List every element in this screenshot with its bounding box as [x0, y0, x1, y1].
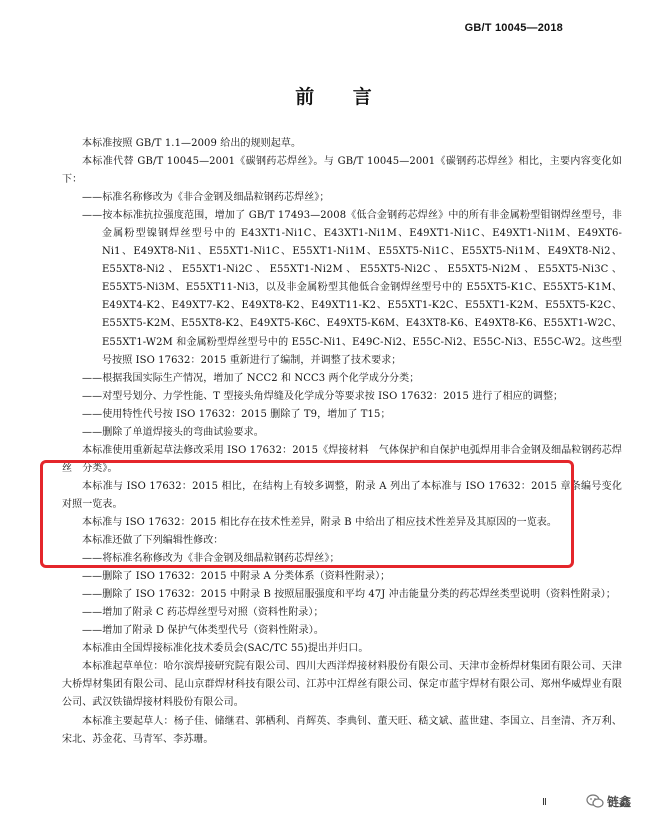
page-title: 前 言	[295, 86, 388, 108]
editorial-item: ——删除了 ISO 17632：2015 中附录 A 分类体系（资料性附录）；	[82, 571, 391, 583]
change-item: ——使用特性代号按 ISO 17632：2015 删除了 T9，增加了 T15；	[82, 408, 391, 420]
wechat-watermark	[586, 793, 631, 810]
wechat-account-name: 链鑫	[607, 795, 632, 809]
highlight-box	[40, 460, 574, 568]
change-item: ——删除了单道焊接头的弯曲试验要求。	[82, 426, 264, 438]
paragraph-replaces: 本标准代替 GB/T 10045—2001《碳钢药芯焊丝》。与 GB/T 10045—2001《碳钢药芯焊丝》相比，主要内容变化如下：	[62, 156, 622, 186]
paragraph-adoption: 本标准使用重新起草法修改采用 ISO 17632：2015《焊接材料 气体保护和自保护电弧焊用非合金钢及细晶粒钢药芯焊丝 分类》。	[62, 444, 622, 474]
change-item: ——对型号划分、力学性能、T 型接头角焊缝及化学成分等要求按 ISO 17632：2015 进行了相应的调整；	[82, 390, 564, 402]
paragraph-structure-diff: 本标准与 ISO 17632：2015 相比，在结构上有较多调整，附录 A 列出了本标准与 ISO 17632：2015 章条编号变化对照一览表。	[62, 480, 622, 510]
document-body	[62, 135, 622, 749]
page-number: Ⅱ	[542, 797, 547, 808]
paragraph-technical-diff: 本标准与 ISO 17632：2015 相比存在技术性差异，附录 B 中给出了相应技术性差异及其原因的一览表。	[82, 516, 558, 528]
change-item: ——根据我国实际生产情况，增加了 NCC2 和 NCC3 两个化学成分分类；	[82, 372, 420, 384]
editorial-item: ——增加了附录 D 保护气体类型代号（资料性附录）。	[82, 625, 324, 637]
editorial-item: ——将标准名称修改为《非合金钢及细晶粒钢药芯焊丝》；	[82, 553, 340, 565]
change-item: ——标准名称修改为《非合金钢及细晶粒钢药芯焊丝》；	[82, 192, 330, 204]
standard-code: GB/T 10045—2018	[464, 22, 563, 34]
paragraph-drafting-rule: 本标准按照 GB/T 1.1—2009 给出的规则起草。	[82, 138, 302, 149]
paragraph-drafters: 本标准主要起草人：杨子佳、储继君、郭栖利、肖辉英、李典钊、董天旺、嵇文斌、蓝世建、李国立、吕奎清、齐万利、宋北、苏金花、马青军、李苏珊。	[62, 715, 622, 745]
editorial-item: ——增加了附录 C 药芯焊丝型号对照（资料性附录）；	[82, 607, 324, 619]
paragraph-drafting-units: 本标准起草单位：哈尔滨焊接研究院有限公司、四川大西洋焊接材料股份有限公司、天津市金桥焊材集团有限公司、天津大桥焊材集团有限公司、昆山京群焊材科技有限公司、江苏中江焊丝有限公司、保定市蓝宇焊材有限公司、郑州华威焊业有限公司、武汉铁锚焊接材料股份有限公司。	[62, 661, 622, 709]
change-item: ——按本标准抗拉强度范围，增加了 GB/T 17493—2008《低合金钢药芯焊丝》中的所有非金属粉型钼钢焊丝型号，非金属粉型镍钢焊丝型号中的 E43XT1-Ni1C、E43XT1-Ni1M、E49XT1-Ni1C、E49XT1-Ni1M、E49XT6-Ni1、E49XT8-Ni1、E55XT1-Ni1C、E55XT1-Ni1M、E55XT5-Ni1C、E55XT5-Ni1M、E49XT8-Ni2、E55XT8-Ni2、E55XT1-Ni2C、E55XT1-Ni2M、E55XT5-Ni2C、E55XT5-Ni2M、E55XT5-Ni3C、E55XT5-Ni3M、E55XT11-Ni3，以及非金属粉型其他低合金钢焊丝型号中的 E55XT5-K1C、E55XT5-K1M、E49XT4-K2、E49XT7-K2、E49XT8-K2、E49XT11-K2、E55XT1-K2C、E55XT1-K2M、E55XT5-K2C、E55XT5-K2M、E55XT8-K2、E49XT5-K6C、E49XT5-K6M、E43XT8-K6、E49XT8-K6、E55XT1-W2C、E55XT1-W2M 和金属粉型焊丝型号中的 E55C-Ni1、E49C-Ni2、E55C-Ni2、E55C-Ni3、E55C-W2。这些型号按照 ISO 17632：2015 重新进行了编制，并调整了技术要求；	[82, 210, 622, 366]
paragraph-proposer: 本标准由全国焊接标准化技术委员会(SAC/TC 55)提出并归口。	[82, 643, 369, 655]
paragraph-editorial-intro: 本标准还做了下列编辑性修改：	[82, 535, 224, 547]
wechat-icon	[586, 794, 604, 809]
editorial-item: ——删除了 ISO 17632：2015 中附录 B 按照屈服强度和平均 47J 冲击能量分类的药芯焊丝类型说明（资料性附录）；	[82, 589, 616, 601]
